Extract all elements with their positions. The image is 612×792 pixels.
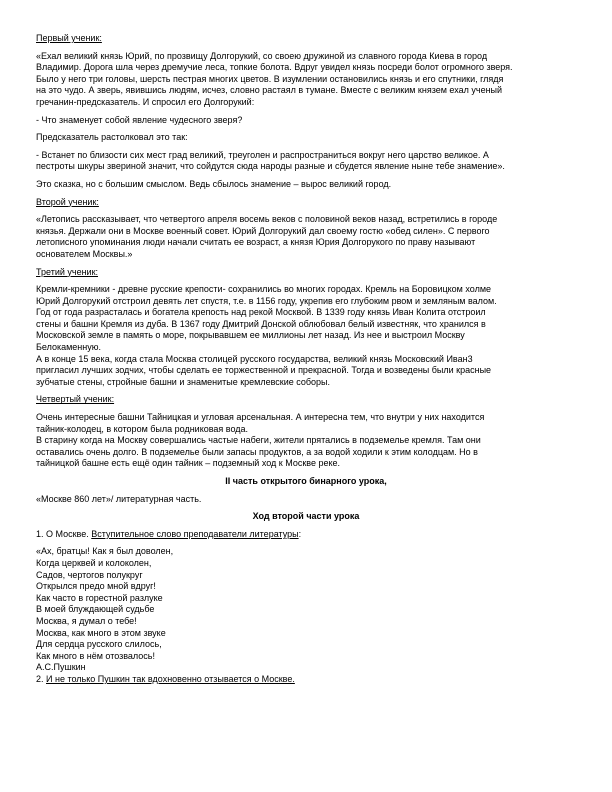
text-line: на это чудо. А зверь, явившись людям, исчез, словно растаял в тумане. Вместе с великим князем ехал ученый: [36, 85, 503, 96]
text-line: «Ехал великий князь Юрий, по прозвищу Долгорукий, со своею дружиной из славного города Киева в город: [36, 50, 488, 61]
first-student-heading: Первый ученик:: [36, 33, 102, 43]
poem-line: Москва, я думал о тебе!: [36, 615, 137, 626]
text-line: стены и башни Кремля из дуба. В 1367 году Дмитрий Донской облюбовал белый известняк, что хранился в: [36, 318, 486, 329]
prophecy-paragraph: [36, 150, 576, 173]
part-two-title: II часть открытого бинарного урока,: [225, 476, 387, 486]
document-page: [36, 33, 576, 686]
third-student-heading: Третий ученик:: [36, 266, 99, 277]
question-paragraph: - Что знаменует собой явление чудесного зверя?: [36, 114, 243, 125]
text-line: Очень интересные башни Тайницкая и угловая арсенальная. А интересна тем, что внутри у них находится: [36, 412, 485, 423]
intro-word-link: Вступительное слово преподаватели литературы: [91, 528, 299, 539]
fourth-student-paragraph: [36, 412, 576, 470]
text-line: пригласил лучших зодчих, чтобы сделать ее торжественной и прекрасной. Тогда и возведены были красные: [36, 365, 492, 376]
item-two: [36, 674, 576, 686]
text-line: тайницкой башне есть ещё один тайник – подземный ход к Москве реке.: [36, 458, 341, 469]
poem-line: Когда церквей и колоколен,: [36, 557, 152, 568]
text-line: пестроты шкуры звериной значит, что сойдутся сюда народы разные и сбудется явление ныне тебе знамение».: [36, 161, 505, 172]
text-line: Белокаменную.: [36, 342, 101, 353]
text-line: оставались очень долго. В подземелье были запасы продуктов, а за водой ходили к этим колодцам. Но в: [36, 446, 478, 457]
text-line: Владимир. Дорога шла через дремучие леса, топкие болота. Вдруг увидел князь посреди болот огромного зверя.: [36, 62, 513, 73]
item-one-prefix: 1. О Москве.: [36, 528, 92, 539]
second-student-heading: Второй ученик:: [36, 196, 99, 207]
lesson-course-title: Ход второй части урока: [252, 511, 360, 522]
text-line: гречанин-предсказатель. И спросил его Долгорукий:: [36, 96, 255, 107]
text-line: Кремли-кремники - древне русские крепости- сохранились во многих городах. Кремль на Боровицком холме: [36, 284, 492, 295]
text-line: Год от года разрасталась и богатела крепость над рекой Москвой. В 1339 году князь Иван Колита отстроил: [36, 307, 486, 318]
text-line: В старину когда на Москву совершались частые набеги, жители прятались в подземелье кремля. Там они: [36, 435, 481, 446]
text-line: «Летопись рассказывает, что четвертого апреля восемь веков с половиной веков назад, встретились в городе: [36, 214, 498, 225]
text-line: А в конце 15 века, когда стала Москва столицей русского государства, великий князь Московский Иван3: [36, 353, 473, 364]
text-line: Юрий Долгорукий отстроил девять лет спустя, т.е. в 1156 году, укрепив его глубоким рвом и земляным валом.: [36, 295, 497, 306]
text-line: тайник-колодец, в котором была родниковая вода.: [36, 423, 249, 434]
item-two-prefix: 2.: [36, 673, 47, 684]
poem-line: Как часто в горестной разлуке: [36, 592, 163, 603]
text-line: Было у него три головы, шерсть пестрая многих цветов. В изумлении остановились князь и его спутники, глядя: [36, 73, 504, 84]
poem-line: Для сердца русского слилось,: [36, 639, 162, 650]
poem-author: А.С.Пушкин: [36, 662, 86, 673]
fairy-tale-paragraph: Это сказка, но с большим смыслом. Ведь сбылось знамение – вырос великий город.: [36, 178, 392, 189]
text-line: летописного упоминания люди начали считать ее возраст, а князя Юрия Долгорукого по праву называют: [36, 237, 476, 248]
poem-line: Как много в нём отозвалось!: [36, 650, 155, 661]
part-two-subtitle: «Москве 860 лет»/ литературная часть.: [36, 493, 202, 504]
text-line: Московской земле в память о море, покрывавшем ее миллионы лет назад. Из нее и выстроил Москву: [36, 330, 465, 341]
poem-line: «Ах, братцы! Как я был доволен,: [36, 546, 174, 557]
text-line: князья. Держали они в Москве военный совет. Юрий Долгорукий дал своему гостю «обед силен». С первого: [36, 225, 490, 236]
poem-line: Открылся предо мной вдруг!: [36, 581, 156, 592]
text-line: зубчатые стены, стройные башни и знаменитые кремлевские соборы.: [36, 376, 331, 387]
item-one-colon: :: [298, 528, 302, 539]
poem-line: В моей блуждающей судьбе: [36, 604, 155, 615]
third-student-paragraph: [36, 284, 576, 388]
text-line: - Встанет по близости сих мест град великий, треуголен и распространиться вокруг него царство великое. А: [36, 149, 489, 160]
second-student-paragraph: [36, 214, 576, 260]
prophet-paragraph: Предсказатель растолковал это так:: [36, 132, 188, 143]
item-two-text: И не только Пушкин так вдохновенно отзывается о Москве.: [46, 673, 295, 684]
poem-line: Садов, чертогов полукруг: [36, 569, 143, 580]
pushkin-poem: [36, 546, 576, 674]
first-student-paragraph: [36, 51, 576, 109]
item-one: [36, 529, 576, 541]
fourth-student-heading: Четвертый ученик:: [36, 394, 115, 405]
text-line: основателем Москвы.»: [36, 248, 133, 259]
poem-line: Москва, как много в этом звуке: [36, 627, 166, 638]
